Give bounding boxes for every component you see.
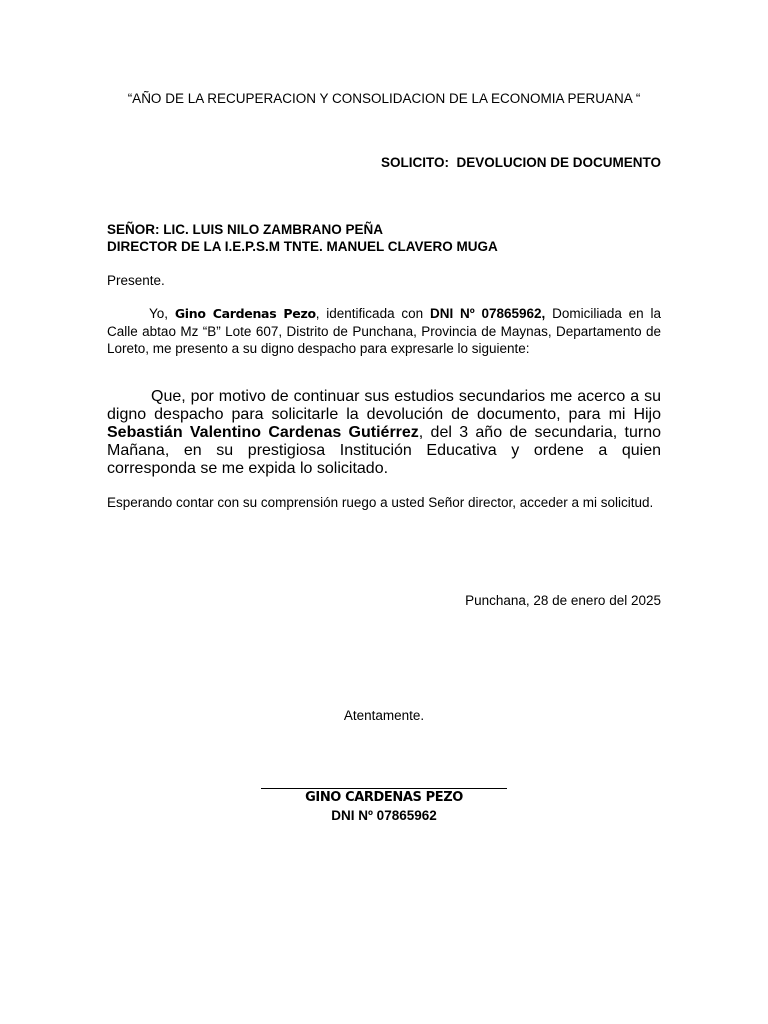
addressee-title: DIRECTOR DE LA I.E.P.S.M TNTE. MANUEL CLAVERO MUGA	[107, 239, 498, 254]
intro-mid: , identificada con	[315, 306, 430, 321]
signature-line	[261, 788, 507, 789]
paragraph-closing: Esperando contar con su comprensión ruego a usted Señor director, acceder a mi solicitud.	[107, 495, 654, 510]
request-subject: SOLICITO: DEVOLUCION DE DOCUMENTO	[380, 155, 661, 170]
paragraph-introduction	[107, 305, 661, 358]
applicant-name: Gino Cardenas Pezo	[174, 306, 316, 321]
request-pre: Que, por motivo de continuar sus estudios secundarios me acerco a su digno despacho para solicitarle la devolución de documento, para mi Hijo	[107, 388, 661, 423]
signature-dni: DNI Nº 07865962	[331, 808, 437, 823]
intro-pre: Yo,	[149, 306, 175, 321]
salutation: Presente.	[107, 273, 165, 288]
addressee-block	[107, 221, 498, 255]
paragraph-request	[107, 388, 661, 478]
date-line: Punchana, 28 de enero del 2025	[465, 593, 661, 608]
student-name: Sebastián Valentino Cardenas Gutiérrez	[107, 424, 419, 441]
signature-name: GINO CARDENAS PEZO	[305, 790, 463, 805]
request-post: , del 3 año de secundaria, turno Mañana, en su prestigiosa Institución Educativa y ordene a quien corresponda se me expida lo solicitado.	[107, 424, 661, 477]
addressee-name: SEÑOR: LIC. LUIS NILO ZAMBRANO PEÑA	[107, 222, 383, 237]
intro-post: Domiciliada en la Calle abtao Mz “B” Lote 607, Distrito de Punchana, Provincia de Maynas, Departamento de Loreto, me presento a su digno despacho para expresarle lo siguiente:	[107, 306, 661, 356]
closing-text: Atentamente.	[343, 708, 425, 723]
applicant-dni: DNI Nº 07865962,	[429, 306, 546, 321]
year-motto: “AÑO DE LA RECUPERACION Y CONSOLIDACION DE LA ECONOMIA PERUANA “	[127, 91, 641, 106]
